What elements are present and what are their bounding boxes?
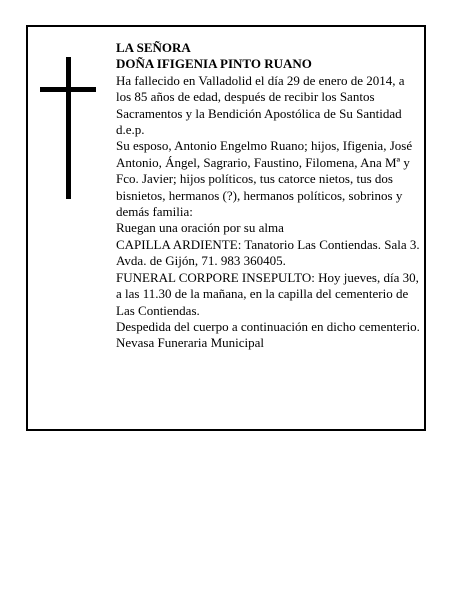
death-announcement: Ha fallecido en Valladolid el día 29 de enero de 2014, a los 85 años de edad, después de recibir los Santos Sacramentos y la Bendición Apostólica de Su Santidad d.e.p. xyxy=(116,72,405,138)
notice-title-honorific: LA SEÑORA xyxy=(116,40,191,55)
funeral-home-name: Nevasa Funeraria Municipal xyxy=(116,335,265,351)
family-members: Su esposo, Antonio Engelmo Ruano; hijos, Ifigenia, José Antonio, Ángel, Sagrario, Faustino, Filomena, Ana Mª y Fco. Javier; hijos políticos, tus catorce nietos, tus dos bisnietos, hermanos (?), hermanos políticos, sobrinos y demás familia: xyxy=(116,138,413,220)
funeral-chapel-info: CAPILLA ARDIENTE: Tanatorio Las Contiendas. Sala 3. Avda. de Gijón, 71. 983 360405. xyxy=(116,236,420,269)
farewell-info: Despedida del cuerpo a continuación en dicho cementerio. xyxy=(116,318,420,334)
latin-cross-icon xyxy=(40,57,96,199)
cross-vertical-bar xyxy=(66,57,71,199)
cross-horizontal-bar xyxy=(40,87,96,92)
funeral-service-info: FUNERAL CORPORE INSEPULTO: Hoy jueves, día 30, a las 11.30 de la mañana, en la capilla del cementerio de Las Contiendas. xyxy=(116,269,419,318)
obituary-notice xyxy=(26,25,426,431)
prayer-request: Ruegan una oración por su alma xyxy=(116,220,284,236)
notice-text xyxy=(116,40,422,352)
notice-title-name: DOÑA IFIGENIA PINTO RUANO xyxy=(116,56,312,72)
